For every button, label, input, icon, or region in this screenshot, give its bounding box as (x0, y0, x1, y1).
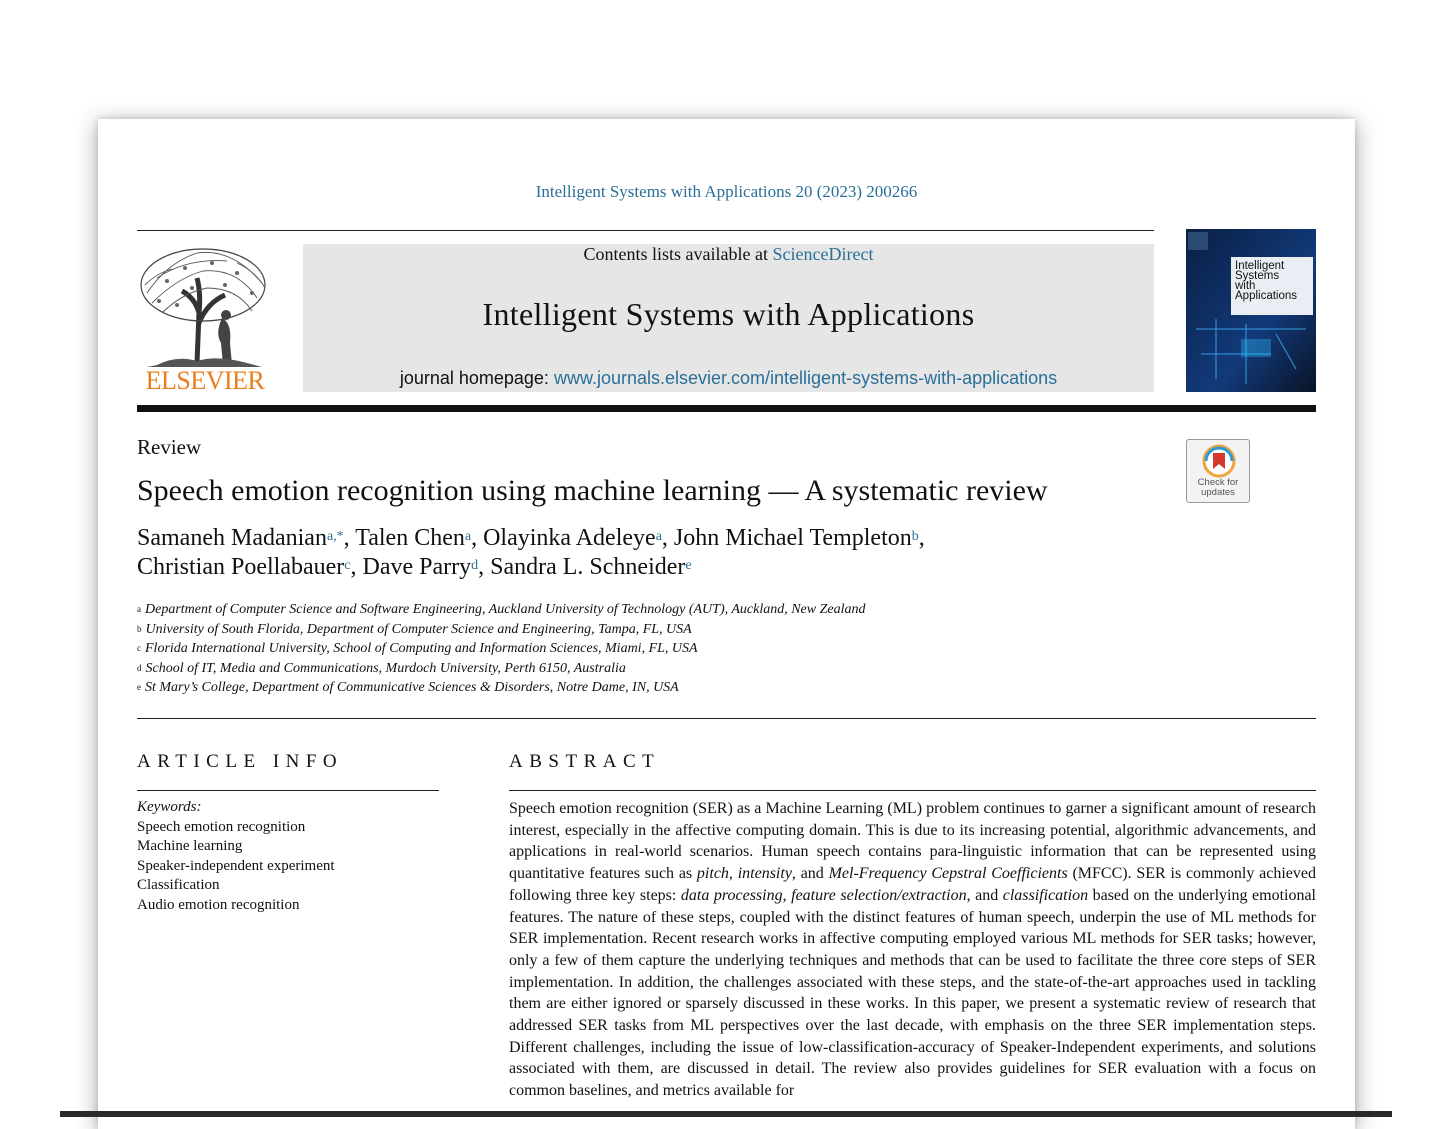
cover-title-line3: with (1235, 280, 1256, 292)
article-title: Speech emotion recognition using machine learning — A systematic review (137, 474, 1048, 507)
abstract-heading: ABSTRACT (509, 751, 661, 772)
cover-title-line4: Applications (1235, 290, 1298, 302)
affiliation-text: University of South Florida, Department of Computer Science and Engineering, Tampa, FL, USA (145, 621, 692, 637)
author-name: Talen Chen (355, 525, 465, 551)
author-name: Sandra L. Schneider (490, 554, 686, 580)
author-affiliation-ref[interactable]: a,* (326, 529, 344, 544)
abstract-segment-italic: feature selection/extraction (791, 886, 967, 904)
abstract-segment: , and (966, 886, 1003, 904)
keyword-item: Audio emotion recognition (137, 896, 300, 913)
author-name: Olayinka Adeleye (483, 525, 656, 551)
homepage-link[interactable]: www.journals.elsevier.com/intelligent-systems-with-applications (553, 368, 1058, 388)
affiliation-key: c (137, 643, 141, 654)
paper-page (98, 119, 1355, 1129)
keyword-item: Speaker-independent experiment (137, 857, 335, 874)
check-for-updates-badge[interactable] (1186, 439, 1250, 503)
contents-prefix: Contents lists available at (583, 244, 768, 264)
journal-banner (303, 244, 1154, 392)
author-affiliation-ref[interactable]: d (471, 558, 479, 573)
viewer-bottom-bar (60, 1111, 1392, 1117)
affiliation-text: St Mary’s College, Department of Communicative Sciences & Disorders, Notre Dame, IN, USA (145, 680, 679, 696)
affiliation-text: School of IT, Media and Communications, Murdoch University, Perth 6150, Australia (145, 660, 626, 676)
abstract-segment: , (782, 886, 792, 904)
affiliation-key: d (137, 662, 142, 673)
abstract-segment: , and (791, 865, 829, 883)
author-name: Samaneh Madanian (137, 525, 327, 551)
header-rule (137, 230, 1154, 231)
section-rule (137, 718, 1316, 719)
author-affiliation-ref[interactable]: c (344, 558, 351, 573)
abstract-segment-italic: intensity (737, 865, 792, 883)
journal-title: Intelligent Systems with Applications (482, 296, 975, 332)
abstract-segment-italic: Mel-Frequency Cepstral Coefficients (828, 865, 1068, 883)
affiliation-item (137, 639, 866, 659)
keyword-item: Classification (137, 877, 220, 893)
keywords-block (137, 798, 335, 915)
abstract-segment-italic: classification (1002, 886, 1089, 904)
affiliation-key: e (137, 682, 141, 693)
author-affiliation-ref[interactable]: e (685, 558, 692, 573)
author-name: John Michael Templeton (673, 525, 912, 551)
affiliation-list (137, 600, 866, 698)
abstract-segment: based on the underlying emotional features. The nature of these steps, coupled with the distinct features of human speech, underpin the use of ML methods for SER implementation. Recent research works in affective computing employed various ML methods for SER tasks; however, only a few of them capture the underlying techniques and methods that can be used to facilitate the three core steps of SER implementation. In addition, the challenges associated with these steps, and the state-of-the-art approaches used in tackling them are either ignored or sparsely discussed in these works. In this paper, we present a systematic review of research that addressed SER tasks from ML perspectives over the last decade, with emphasis on the three SER implementation steps. Different challenges, including the issue of low-classification-accuracy of Speaker-Independent experiments, and solutions associated with them, are discussed in detail. The review also provides guidelines for SER evaluation with a focus on common baselines, and metrics available for (509, 886, 1316, 1100)
abstract-rule (509, 790, 1316, 791)
keywords-label: Keywords: (137, 799, 202, 815)
homepage-line (303, 368, 1154, 389)
abstract-text (509, 798, 1316, 1102)
affiliation-item (137, 659, 866, 679)
sciencedirect-link[interactable]: ScienceDirect (772, 244, 874, 264)
article-info-rule (137, 790, 439, 791)
article-type: Review (137, 435, 202, 459)
abstract-segment: , (728, 865, 738, 883)
affiliation-item (137, 678, 866, 698)
affiliation-text: Department of Computer Science and Software Engineering, Auckland University of Technology (AUT), Auckland, New Zealand (145, 602, 866, 617)
abstract-segment-italic: data processing (680, 886, 783, 904)
cover-title (1231, 257, 1313, 315)
check-updates-line1: Check for (1197, 477, 1239, 488)
header-thick-rule (137, 405, 1316, 412)
author-name: Dave Parry (362, 554, 472, 580)
author-affiliation-ref[interactable]: a (655, 529, 662, 544)
homepage-label: journal homepage: (399, 368, 549, 388)
article-info-heading: ARTICLE INFO (137, 751, 344, 772)
affiliation-item (137, 600, 866, 620)
affiliation-item (137, 620, 866, 640)
check-updates-icon (1202, 444, 1236, 478)
check-updates-line2: updates (1201, 487, 1235, 498)
keyword-item: Machine learning (137, 838, 243, 854)
affiliation-key: b (137, 623, 142, 634)
journal-citation[interactable]: Intelligent Systems with Applications 20 (2023) 200266 (535, 182, 918, 201)
check-updates-label (1187, 478, 1249, 498)
abstract-segment: (MFCC). SER is commonly achieved following three key steps: (509, 865, 1317, 904)
keyword-item: Speech emotion recognition (137, 818, 306, 835)
author-name: Christian Poellabauer (137, 554, 345, 580)
affiliation-text: Florida International University, School of Computing and Information Sciences, Miami, FL, USA (145, 641, 698, 657)
elsevier-wordmark: ELSEVIER (145, 366, 265, 395)
author-affiliation-ref[interactable]: a (464, 529, 472, 544)
author-list: Samaneh Madanian$^{a,*}$, Talen Chen$^a$, Olayinka Adeleye$^a$, John Michael Templeton$^b$, Christian Poellabauer$^c$, Dave Parry$^d$, Sandra L. Schneider$^e$ (137, 525, 925, 580)
contents-line (303, 244, 1154, 265)
cover-title-line1: Intelligent (1235, 260, 1285, 272)
affiliation-key: a (137, 604, 141, 614)
abstract-segment: Speech emotion recognition (SER) as a Machine Learning (ML) problem continues to garner a significant amount of research interest, especially in the affective computing domain. This is due to its increasing potential, algorithmic advancements, and applications in real-world scenarios. Human speech contains para-linguistic information that can be represented using quantitative features such as (509, 800, 1316, 883)
journal-cover[interactable] (1186, 229, 1316, 392)
cover-title-line2: Systems (1235, 270, 1280, 282)
author-affiliation-ref[interactable]: b (911, 529, 919, 544)
abstract-segment-italic: pitch (696, 865, 729, 883)
